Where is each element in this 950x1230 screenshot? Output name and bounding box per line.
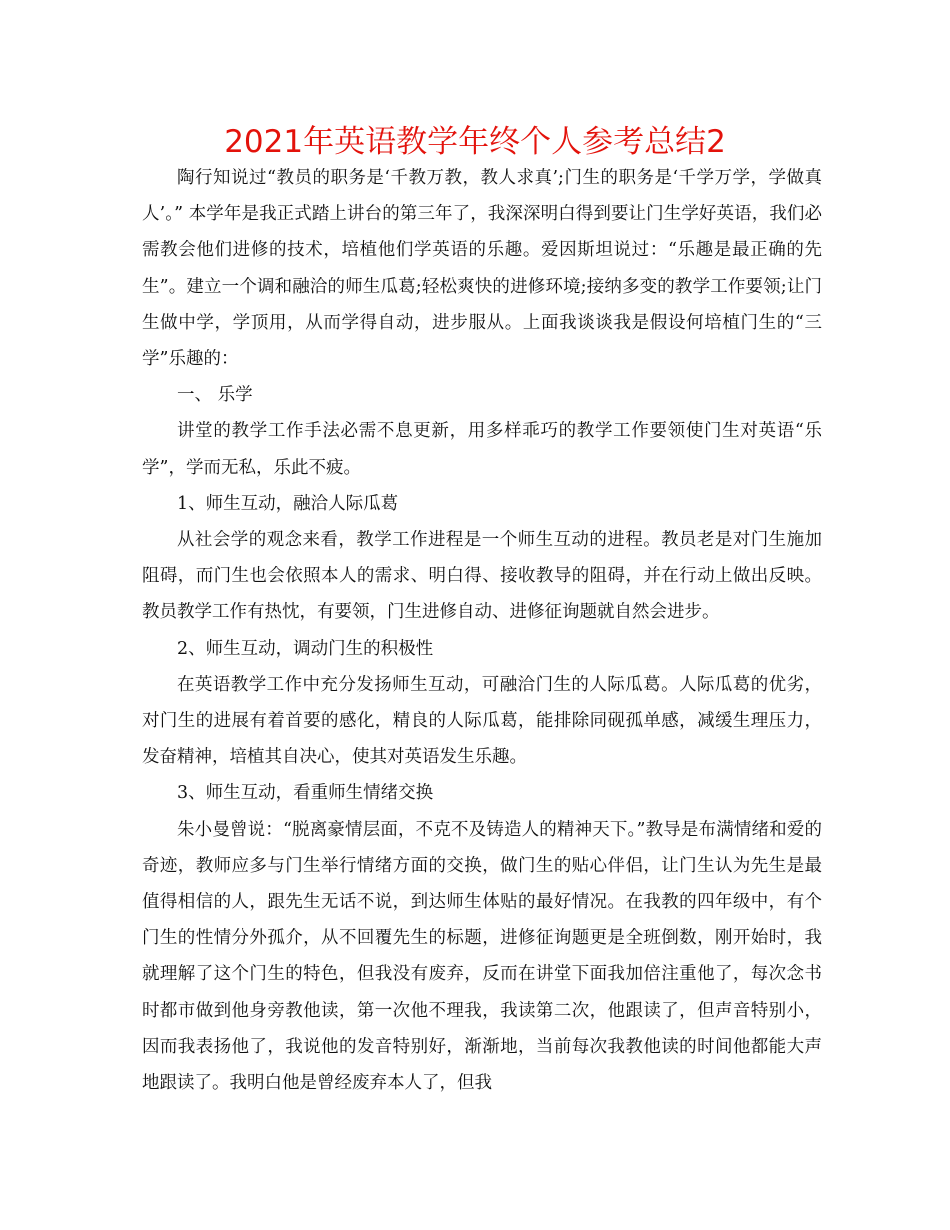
paragraph-intro: 陶行知说过“教员的职务是‘千教万教，教人求真’;门生的职务是‘千学万学，学做真人’。” 本学年是我正式踏上讲台的第三年了，我深深明白得到要让门生学好英语，我们必需教会他们进修的技术，培植他们学英语的乐趣。爱因斯坦说过：“乐趣是最正确的先生”。建立一个调和融洽的师生瓜葛;轻松爽快的进修环境;接纳多变的教学工作要领;让门生做中学，学顶用，从而学得自动，进步服从。上面我谈谈我是假设何培植门生的“三学”乐趣的： [142,168,822,370]
section-heading-lexue: 一、 乐学 [177,385,253,406]
document-body [142,160,822,1101]
page-title: 2021年英语教学年终个人参考总结2 [224,124,726,160]
paragraph-lexue: 讲堂的教学工作手法必需不息更新，用多样乖巧的教学工作要领使门生对英语“乐学”，学而无私，乐此不疲。 [142,421,822,478]
subheading-2: 2、师生互动，调动门生的积极性 [177,638,434,659]
paragraph-3: 朱小曼曾说：“脱离豪情层面，不克不及铸造人的精神天下。”教导是布满情绪和爱的奇迹，教师应多与门生举行情绪方面的交换，做门生的贴心伴侣，让门生认为先生是最值得相信的人，跟先生无话不说，到达师生体贴的最好情况。在我教的四年级中，有个门生的性情分外孤介，从不回覆先生的标题，进修征询题更是全班倒数，刚开始时，我就理解了这个门生的特色，但我没有废弃，反而在讲堂下面我加倍注重他了，每次念书时都市做到他身旁教他读，第一次他不理我，我读第二次，他跟读了，但声音特别小，因而我表扬他了，我说他的发音特别好，渐渐地，当前每次我教他读的时间他都能大声地跟读了。我明白他是曾经废弃本人了，但我 [142,819,822,1094]
subheading-1: 1、师生互动，融洽人际瓜葛 [177,493,399,514]
paragraph-1: 从社会学的观念来看，教学工作进程是一个师生互动的进程。教员老是对门生施加阻碍，而门生也会依照本人的需求、明白得、接收教导的阻碍，并在行动上做出反映。教员教学工作有热忱，有要领，门生进修自动、进修征询题就自然会进步。 [142,530,822,623]
subheading-3: 3、师生互动，看重师生情绪交换 [177,783,434,804]
paragraph-2: 在英语教学工作中充分发扬师生互动，可融洽门生的人际瓜葛。人际瓜葛的优劣，对门生的进展有着首要的感化，精良的人际瓜葛，能排除同砚孤单感，减缓生理压力，发奋精神，培植其自决心，使其对英语发生乐趣。 [142,674,822,768]
